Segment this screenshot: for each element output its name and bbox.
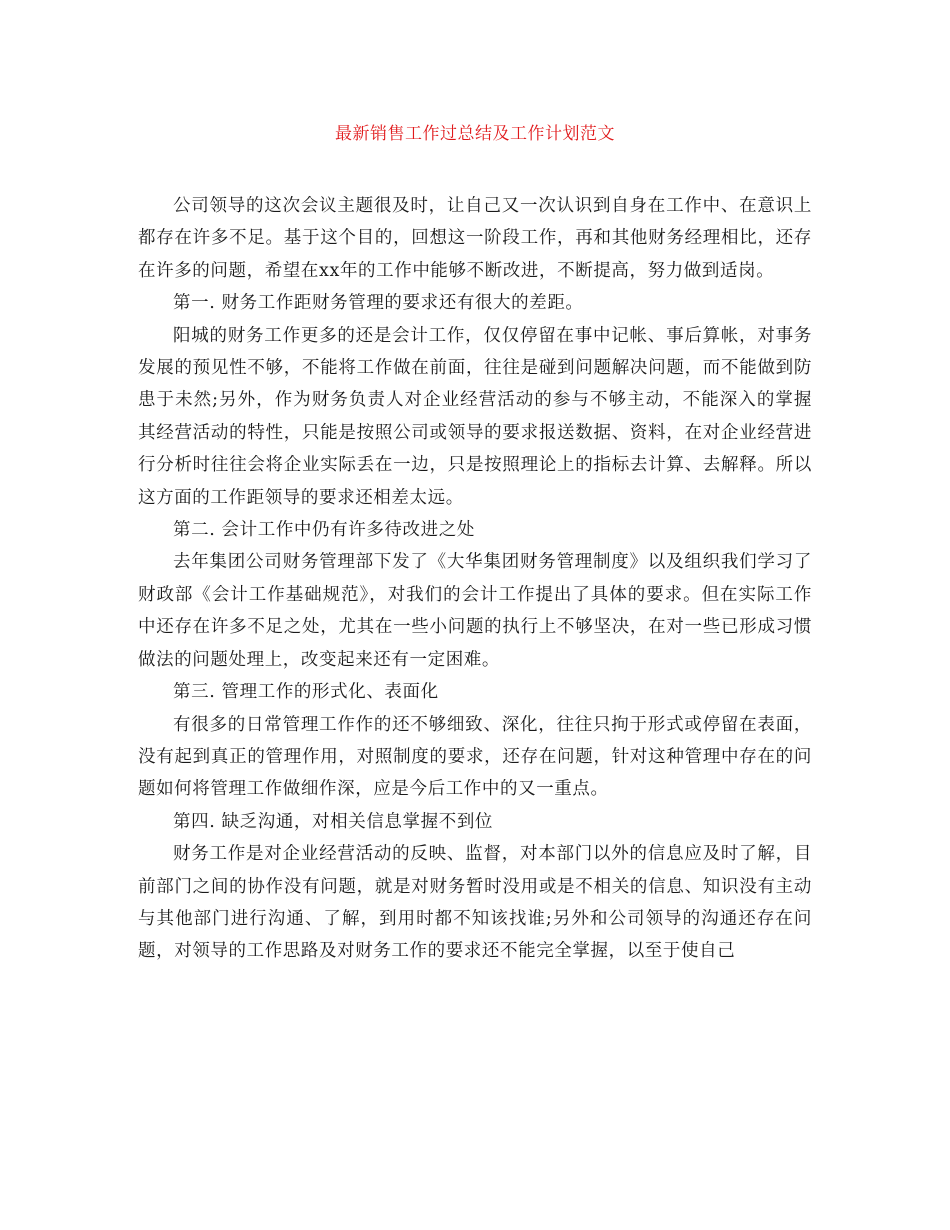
section-heading-2: 第二. 会计工作中仍有许多待改进之处 (173, 520, 475, 541)
section-heading-4: 第四. 缺乏沟通，对相关信息掌握不到位 (173, 811, 494, 832)
section-heading-1: 第一. 财务工作距财务管理的要求还有很大的差距。 (173, 293, 584, 314)
paragraph-section-3: 有很多的日常管理工作作的还不够细致、深化，往往只拘于形式或停留在表面，没有起到真正的管理作用，对照制度的要求，还存在问题，针对这种管理中存在的问题如何将管理工作做细作深，应是今后工作中的又一重点。 (138, 714, 812, 800)
paragraph-section-4: 财务工作是对企业经营活动的反映、监督，对本部门以外的信息应及时了解，目前部门之间的协作没有问题，就是对财务暂时没用或是不相关的信息、知识没有主动与其他部门进行沟通、了解，到用时都不知该找谁;另外和公司领导的沟通还存在问题，对领导的工作思路及对财务工作的要求还不能完全掌握，以至于使自己 (138, 844, 812, 962)
paragraph-section-2: 去年集团公司财务管理部下发了《大华集团财务管理制度》以及组织我们学习了财政部《会计工作基础规范》，对我们的会计工作提出了具体的要求。但在实际工作中还存在许多不足之处，尤其在一些小问题的执行上不够坚决，在对一些已形成习惯做法的问题处理上，改变起来还有一定困难。 (138, 552, 812, 670)
paragraph-intro: 公司领导的这次会议主题很及时，让自己又一次认识到自身在工作中、在意识上都存在许多不足。基于这个目的，回想这一阶段工作，再和其他财务经理相比，还存在许多的问题，希望在xx年的工作中能够不断改进，不断提高，努力做到适岗。 (138, 196, 812, 281)
document-title: 最新销售工作过总结及工作计划范文 (335, 124, 615, 144)
paragraph-section-1: 阳城的财务工作更多的还是会计工作，仅仅停留在事中记帐、事后算帐，对事务发展的预见性不够，不能将工作做在前面，往往是碰到问题解决问题，而不能做到防患于未然;另外，作为财务负责人对企业经营活动的参与不够主动，不能深入的掌握其经营活动的特性，只能是按照公司或领导的要求报送数据、资料，在对企业经营进行分析时往往会将企业实际丢在一边，只是按照理论上的指标去计算、去解释。所以这方面的工作距领导的要求还相差太远。 (138, 325, 812, 508)
section-heading-3: 第三. 管理工作的形式化、表面化 (173, 682, 439, 703)
